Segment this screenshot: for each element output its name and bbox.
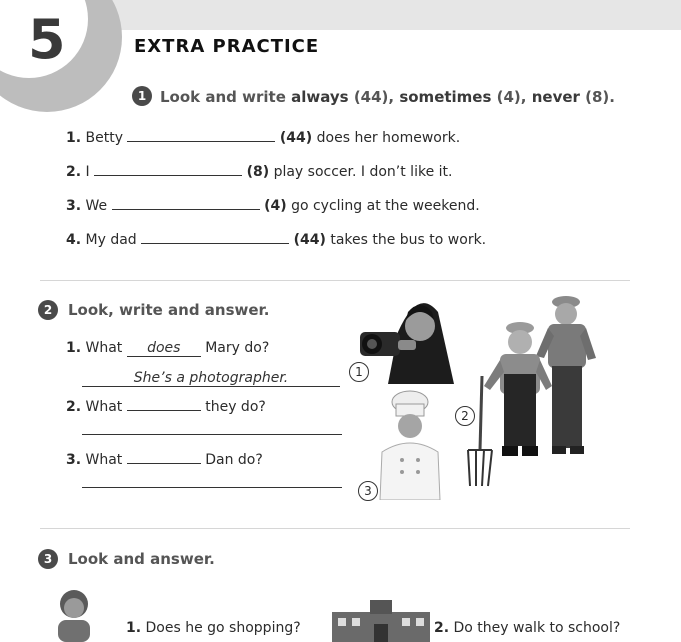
question-text: Mary do? — [205, 340, 270, 356]
ex1-item-1 — [66, 130, 460, 146]
question-word: What — [85, 452, 123, 468]
question-text: they do? — [205, 399, 266, 415]
instruction-text: , — [520, 88, 532, 106]
frequency-code: (44) — [279, 130, 313, 146]
instruction-text: , — [388, 88, 400, 106]
item-number: 1. — [66, 130, 82, 146]
ex3-question-1 — [126, 620, 301, 636]
exercise-1-badge: 1 — [132, 86, 152, 106]
exercise-2-instruction: Look, write and answer. — [68, 301, 270, 319]
item-number: 2. — [66, 164, 82, 180]
item-text: does her homework. — [316, 130, 461, 146]
exercise-1-instruction — [160, 88, 615, 106]
item-text: takes the bus to work. — [330, 232, 487, 248]
chef-picture — [372, 390, 446, 500]
item-number: 1. — [66, 340, 82, 356]
section-divider — [40, 528, 630, 529]
always-word: always — [291, 88, 349, 106]
picture-number-3: 3 — [358, 481, 378, 501]
frequency-code: (4) — [264, 198, 287, 214]
section-divider — [40, 280, 630, 281]
instruction-text: Look and write — [160, 88, 292, 106]
item-subject: Betty — [85, 130, 123, 146]
sometimes-symbol: (4) — [491, 88, 521, 106]
question-word: What — [85, 340, 123, 356]
unit-number: 5 — [28, 8, 66, 71]
question-text: Dan do? — [205, 452, 263, 468]
answer-blank[interactable] — [112, 209, 260, 210]
picture-number-1: 1 — [349, 362, 369, 382]
ex1-item-3 — [66, 198, 480, 214]
never-symbol: (8) — [579, 88, 610, 106]
ex2-answer-1 — [82, 370, 340, 387]
answer-line[interactable] — [82, 434, 342, 435]
item-text: go cycling at the weekend. — [291, 198, 480, 214]
frequency-code: (44) — [293, 232, 326, 248]
never-word: never — [531, 88, 580, 106]
answer-blank[interactable] — [127, 410, 201, 411]
item-number: 3. — [66, 452, 82, 468]
sometimes-word: sometimes — [399, 88, 492, 106]
instruction-text: . — [609, 88, 615, 106]
ex2-question-1 — [66, 340, 269, 357]
ex2-question-3 — [66, 452, 263, 468]
page-title: EXTRA PRACTICE — [134, 36, 320, 57]
answer-line-filled[interactable]: She’s a photographer. — [82, 370, 340, 387]
question-word: What — [85, 399, 123, 415]
exercise-3-instruction: Look and answer. — [68, 550, 215, 568]
item-number: 4. — [66, 232, 82, 248]
building-picture — [330, 598, 432, 642]
picture-number-2: 2 — [455, 406, 475, 426]
ex1-item-4 — [66, 232, 486, 248]
answer-blank[interactable] — [127, 463, 201, 464]
farmers-picture — [460, 290, 606, 490]
ex2-question-2 — [66, 399, 266, 415]
ex1-item-2 — [66, 164, 452, 180]
item-subject: My dad — [85, 232, 137, 248]
photographer-picture — [358, 292, 464, 384]
item-subject: We — [85, 198, 108, 214]
answer-blank-filled[interactable]: does — [127, 340, 201, 357]
answer-blank[interactable] — [141, 243, 289, 244]
item-number: 3. — [66, 198, 82, 214]
always-symbol: (44) — [348, 88, 389, 106]
answer-line[interactable] — [82, 487, 342, 488]
exercise-2-badge: 2 — [38, 300, 58, 320]
question-text: Do they walk to school? — [453, 620, 621, 636]
exercise-3-badge: 3 — [38, 549, 58, 569]
item-number: 2. — [434, 620, 450, 636]
boy-picture — [50, 586, 96, 642]
question-text: Does he go shopping? — [145, 620, 301, 636]
frequency-code: (8) — [246, 164, 270, 180]
answer-blank[interactable] — [127, 141, 275, 142]
ex3-question-2 — [434, 620, 620, 636]
item-number: 1. — [126, 620, 142, 636]
item-subject: I — [85, 164, 90, 180]
item-number: 2. — [66, 399, 82, 415]
answer-blank[interactable] — [94, 175, 242, 176]
item-text: play soccer. I don’t like it. — [273, 164, 453, 180]
